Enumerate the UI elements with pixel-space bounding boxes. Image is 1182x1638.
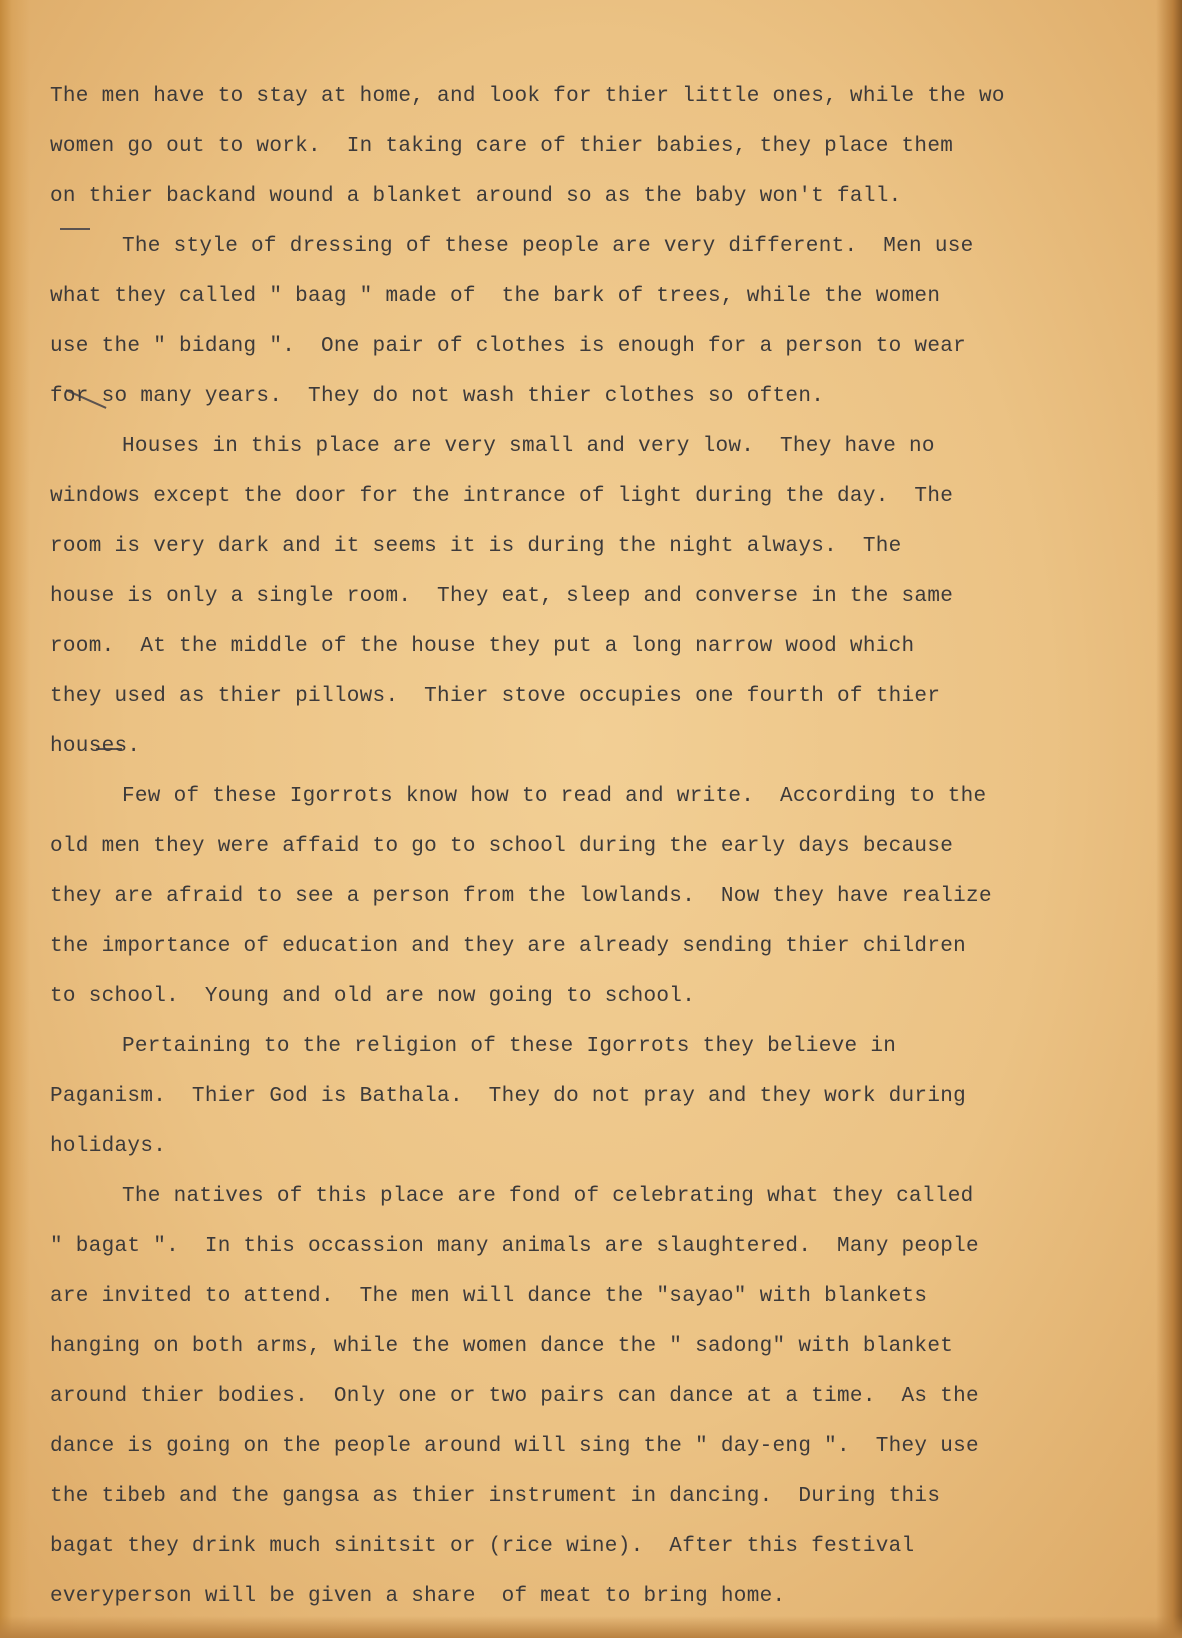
text-line: old men they were affaid to go to school during the early days because <box>50 835 954 858</box>
text-line: are invited to attend. The men will dance the "sayao" with blankets <box>50 1285 928 1308</box>
text-line: Few of these Igorrots know how to read and write. According to the <box>122 785 987 808</box>
text-line: windows except the door for the intrance of light during the day. The <box>50 485 954 508</box>
text-line: houses. <box>50 735 141 758</box>
text-line: what they called " baag " made of the bark of trees, while the women <box>50 285 941 308</box>
text-line: house is only a single room. They eat, sleep and converse in the same <box>50 585 954 608</box>
text-line: Paganism. Thier God is Bathala. They do not pray and they work during <box>50 1085 967 1108</box>
text-line: hanging on both arms, while the women dance the " sadong" with blanket <box>50 1335 954 1358</box>
text-line: women go out to work. In taking care of thier babies, they place them <box>50 135 954 158</box>
text-line: holidays. <box>50 1135 167 1158</box>
text-line: everyperson will be given a share of meat to bring home. <box>50 1585 786 1608</box>
text-line: to school. Young and old are now going to school. <box>50 985 696 1008</box>
text-line: the tibeb and the gangsa as thier instrument in dancing. During this <box>50 1485 941 1508</box>
typed-text <box>50 72 1160 1622</box>
text-line: on thier backand wound a blanket around so as the baby won't fall. <box>50 185 902 208</box>
text-line: they are afraid to see a person from the lowlands. Now they have realize <box>50 885 992 908</box>
text-line: The natives of this place are fond of celebrating what they called <box>122 1185 974 1208</box>
text-line: " bagat ". In this occassion many animals are slaughtered. Many people <box>50 1235 979 1258</box>
text-line: for so many years. They do not wash thier clothes so often. <box>50 385 825 408</box>
text-line: The men have to stay at home, and look for thier little ones, while the wo <box>50 85 1005 108</box>
text-line: dance is going on the people around will sing the " day-eng ". They use <box>50 1435 979 1458</box>
text-line: room. At the middle of the house they put a long narrow wood which <box>50 635 915 658</box>
text-line: room is very dark and it seems it is during the night always. The <box>50 535 902 558</box>
text-line: they used as thier pillows. Thier stove occupies one fourth of thier <box>50 685 941 708</box>
text-line: Pertaining to the religion of these Igorrots they believe in <box>122 1035 897 1058</box>
text-line: the importance of education and they are already sending thier children <box>50 935 967 958</box>
page-edge-left <box>0 0 30 1638</box>
text-line: bagat they drink much sinitsit or (rice wine). After this festival <box>50 1535 915 1558</box>
text-line: Houses in this place are very small and very low. They have no <box>122 435 935 458</box>
text-line: use the " bidang ". One pair of clothes is enough for a person to wear <box>50 335 967 358</box>
text-line: around thier bodies. Only one or two pairs can dance at a time. As the <box>50 1385 979 1408</box>
text-line: The style of dressing of these people are very different. Men use <box>122 235 974 258</box>
